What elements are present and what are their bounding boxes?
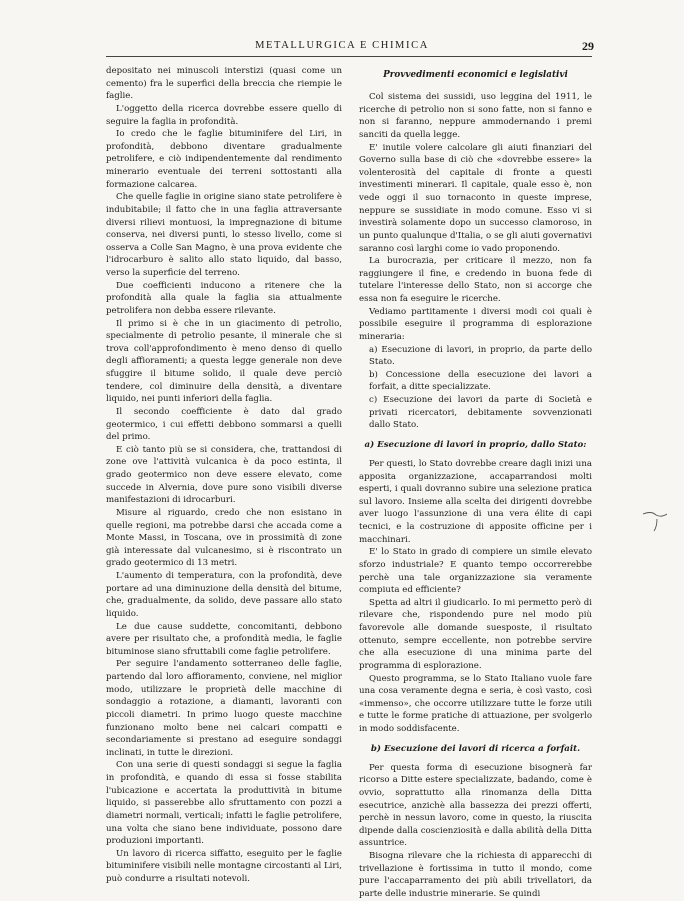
paragraph: Questo programma, se lo Stato Italiano vuole fare una cosa veramente degna e seria, è così vasto, così «immenso», che occorre utilizzare tutte le forze utili e tutte le forme pratiche di attuazione, per svolgerlo in modo soddisfacente. [359,673,592,734]
paragraph: Vediamo partitamente i diversi modi coi quali è possibile eseguire il programma di esplorazione mineraria: [359,306,592,342]
paragraph: Misure al riguardo, credo che non esistano in quelle regioni, ma potrebbe darsi che accada come a Monte Massi, in Toscana, ove in prossimità di zone già interessate dal vulcanesimo, si è riscontrato un grado geotermico di 13 metri. [106,507,342,569]
paragraph: Spetta ad altri il giudicarlo. Io mi permetto però di rilevare che, rispondendo pure nel modo più favorevole alle domande suesposte, il risultato ottenuto, sempre eccellente, non potrebbe servire che alla esecuzione di una minima parte del programma di esplorazione. [359,597,592,671]
page-number: 29 [582,39,594,53]
paragraph: E' lo Stato in grado di compiere un simile elevato sforzo industriale? E quanto tempo occorrerebbe perchè una tale organizzazione sia veramente compiuta ed efficiente? [359,547,592,596]
subsection-heading-a: a) Esecuzione di lavori in proprio, dallo Stato: [364,439,587,450]
subsection-heading-b: b) Esecuzione dei lavori di ricerca a forfait. [370,743,581,754]
paragraph: Il primo si è che in un giacimento di petrolio, specialmente di petrolio pesante, il minerale che si trova coll'approfondimento è meno denso di quello degli affioramenti; a questa legge generale non deve sfuggire il bitume solido, il quale deve perciò tendere, col diminuire della densità, a diventare liquido, nei punti inferiori della faglia. [106,318,342,405]
paragraph: Io credo che le faglie bituminifere del Liri, in profondità, debbono diventare gradualmente petrolifere, e ciò indipendentemente dal rendimento minerario eventuale dei terreni sottostanti alla formazione calcarea. [106,129,342,190]
paragraph: Per seguire l'andamento sotterraneo delle faglie, partendo dal loro affioramento, conviene, nel miglior modo, utilizzare le proprietà delle macchine di sondaggio a rotazione, a diamanti, lavoranti con piccoli diametri. In primo luogo queste macchine funzionano molto bene nei calcari compatti e secondariamente si prestano ad eseguire sondaggi inclinati, in tutte le direzioni. [106,659,342,758]
paragraph: Con una serie di questi sondaggi si segue la faglia in profondità, e quando di essa si fosse stabilita l'ubicazione e accertata la produttività in bitume liquido, si passerebbe allo sfruttamento con pozzi a diametri normali, verticali; infatti le faglie petrolifere, una volta che siano bene individuate, possono dare produzioni importanti. [106,760,342,847]
running-header-title: METALLURGICA E CHIMICA [255,40,429,51]
option-item: b) Concessione della esecuzione dei lavori a forfait, a ditte specializzate. [369,369,592,393]
paragraph: Il secondo coefficiente è dato dal grado geotermico, i cui effetti debbono sommarsi a quelli del primo. [106,406,342,443]
right-column [359,65,592,901]
paragraph: Le due cause suddette, concomitanti, debbono avere per risultato che, a profondità media, le faglie bituminose siano sfruttabili come faglie petrolifere. [106,621,342,657]
header-rule [106,56,592,57]
paragraph: Un lavoro di ricerca siffatto, eseguito per le faglie bituminifere visibili nelle montagne circostanti al Liri, può condurre a risultati notevoli. [106,848,342,884]
paragraph: Col sistema dei sussidi, uso leggina del 1911, le ricerche di petrolio non si sono fatte, non si fanno e non si faranno, neppure ammodernando i premi sanciti da quella legge. [359,92,592,140]
left-column [106,65,342,886]
paragraph: Bisogna rilevare che la richiesta di apparecchi di trivellazione è fortissima in tutto il mondo, come pure l'accaparramento dei più abili trivellatori, da parte delle industrie minerarie. Se quindi [359,851,592,899]
paragraph: La burocrazia, per criticare il mezzo, non fa raggiungere il fine, e credendo in buona fede di tutelare l'interesse dello Stato, non si accorge che essa non fa eseguire le ricerche. [359,256,592,304]
paragraph: Due coefficienti inducono a ritenere che la profondità alla quale la faglia sia attualmente petrolifera non debba essere rilevante. [106,280,342,316]
paragraph: Per questa forma di esecuzione bisognerà far ricorso a Ditte estere specializzate, badando, come è ovvio, soprattutto alla rinomanza della Ditta esecutrice, anzichè alla bassezza dei prezzi offerti, perchè in nessun lavoro, come in questo, la riuscita dipende dalla coscienziosità e dalla abilità della Ditta assuntrice. [359,762,592,849]
paragraph: Per questi, lo Stato dovrebbe creare dagli inizi una apposita organizzazione, accaparrandosi molti esperti, i quali dovranno subire una selezione pratica sul lavoro. Insieme alla scelta dei dirigenti dovrebbe aver luogo l'assunzione di una vera élite di capi tecnici, e la costruzione di apposite officine per i macchinari. [359,458,592,545]
paragraph: E ciò tanto più se si considera, che, trattandosi di zone ove l'attività vulcanica è da poco estinta, il grado geotermico non deve essere elevato, come succede in Alvernia, dove pure sono visibili diverse manifestazioni di idrocarburi. [106,444,342,506]
paragraph: E' inutile volere calcolare gli aiuti finanziari del Governo sulla base di ciò che «dovrebbe essere» la volenterosità del capitale di fronte a questi investimenti minerari. Il capitale, quale esso è, non vede oggi il suo tornaconto in queste imprese, neppure se sussidiate in modo comune. Esso vi si investirà solamente dopo un successo clamoroso, in un punto qualunque d'Italia, o se gli aiuti governativi saranno così larghi come io vado proponendo. [359,142,592,254]
margin-pencil-mark [640,500,670,534]
paragraph: Che quelle faglie in origine siano state petrolifere è indubitabile; il fatto che in una faglia attraversante diversi rilievi montuosi, la impregnazione di bitume conserva, nei diversi punti, lo stesso livello, come si osserva a Colle San Magno, è una prova evidente che l'idrocarburo è salito allo stato liquido, dal basso, verso la superficie del terreno. [106,192,342,278]
paragraph: depositato nei minuscoli interstizi (quasi come un cemento) fra le superfici della breccia che riempie le faglie. [106,66,342,102]
paragraph: L'aumento di temperatura, con la profondità, deve portare ad una diminuzione della densità del bitume, che, gradualmente, da solido, deve passare allo stato liquido. [106,571,342,619]
option-item: a) Esecuzione di lavori, in proprio, da parte dello Stato. [369,344,592,368]
paragraph: L'oggetto della ricerca dovrebbe essere quello di seguire la faglia in profondità. [106,103,342,127]
option-item: c) Esecuzione dei lavori da parte di Società e privati ricercatori, debitamente sovvenzionati dallo Stato. [369,395,592,431]
section-heading: Provvedimenti economici e legislativi [383,70,568,80]
